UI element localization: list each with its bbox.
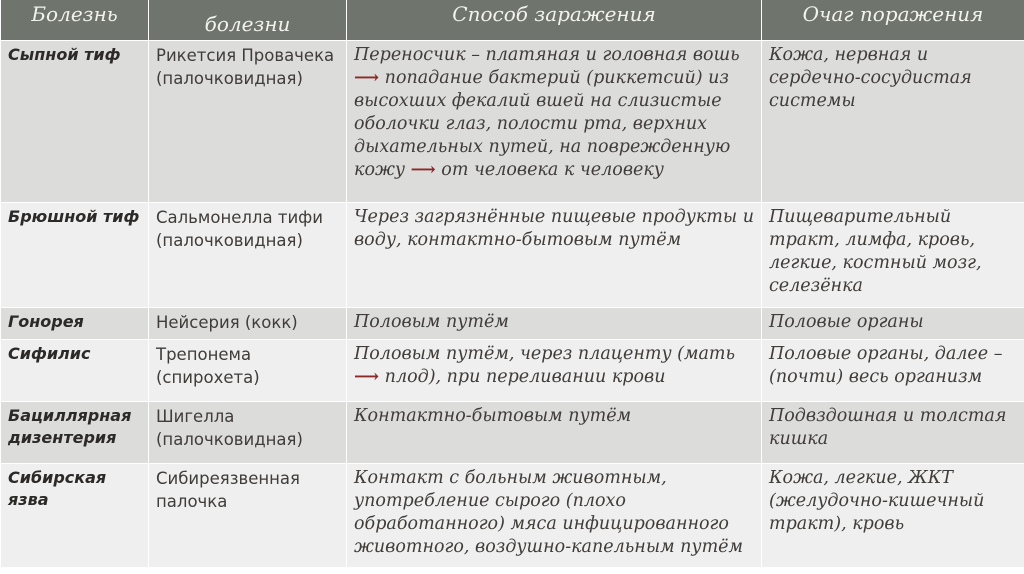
pathogen-cell: Рикетсия Провачека (палочковидная) bbox=[149, 41, 347, 203]
disease-cell: Сибирская язва bbox=[1, 464, 149, 568]
table-row bbox=[1, 41, 1024, 203]
arrow-right-icon: ⟶ bbox=[354, 367, 380, 387]
site-cell: Подвздошная и толстая кишка bbox=[762, 402, 1024, 464]
site-cell: Кожа, легкие, ЖКТ (желудочно-кишечный тракт), кровь bbox=[762, 464, 1024, 568]
arrow-right-icon: ⟶ bbox=[410, 160, 436, 180]
header-row bbox=[1, 0, 1024, 41]
pathogen-cell: Трепонема (спирохета) bbox=[149, 340, 347, 402]
header-pathogen: болезни bbox=[149, 0, 347, 41]
table-row bbox=[1, 203, 1024, 308]
disease-cell: Бациллярная дизентерия bbox=[1, 402, 149, 464]
table-row bbox=[1, 402, 1024, 464]
disease-cell: Сифилис bbox=[1, 340, 149, 402]
pathogen-cell: Нейсерия (кокк) bbox=[149, 308, 347, 340]
header-transmission: Способ заражения bbox=[347, 0, 762, 41]
transmission-cell: Контакт с больным животным, употребление сырого (плохо обработанного) мяса инфицированного животного, воздушно-капельным путём bbox=[347, 464, 762, 568]
header-disease: Болезнь bbox=[1, 0, 149, 41]
transmission-cell: Переносчик – платяная и головная вошь ⟶ попадание бактерий (риккетсий) из высохших фекалий вшей на слизистые оболочки глаз, полости рта, верхних дыхательных путей, на поврежденную кожу ⟶ от человека к человеку bbox=[347, 41, 762, 203]
table-row bbox=[1, 340, 1024, 402]
site-cell: Кожа, нервная и сердечно-сосудистая системы bbox=[762, 41, 1024, 203]
transmission-cell: Половым путём bbox=[347, 308, 762, 340]
header-site: Очаг поражения bbox=[762, 0, 1024, 41]
arrow-right-icon: ⟶ bbox=[354, 68, 380, 88]
pathogen-cell: Сибиреязвенная палочка bbox=[149, 464, 347, 568]
site-cell: Половые органы, далее – (почти) весь организм bbox=[762, 340, 1024, 402]
disease-cell: Брюшной тиф bbox=[1, 203, 149, 308]
table-row bbox=[1, 308, 1024, 340]
site-cell: Половые органы bbox=[762, 308, 1024, 340]
transmission-cell: Через загрязнённые пищевые продукты и воду, контактно-бытовым путём bbox=[347, 203, 762, 308]
pathogen-cell: Шигелла (палочковидная) bbox=[149, 402, 347, 464]
pathogen-cell: Сальмонелла тифи (палочковидная) bbox=[149, 203, 347, 308]
disease-cell: Гонорея bbox=[1, 308, 149, 340]
table-row bbox=[1, 464, 1024, 568]
transmission-cell: Половым путём, через плаценту (мать ⟶ плод), при переливании крови bbox=[347, 340, 762, 402]
transmission-cell: Контактно-бытовым путём bbox=[347, 402, 762, 464]
disease-cell: Сыпной тиф bbox=[1, 41, 149, 203]
site-cell: Пищеварительный тракт, лимфа, кровь, легкие, костный мозг, селезёнка bbox=[762, 203, 1024, 308]
